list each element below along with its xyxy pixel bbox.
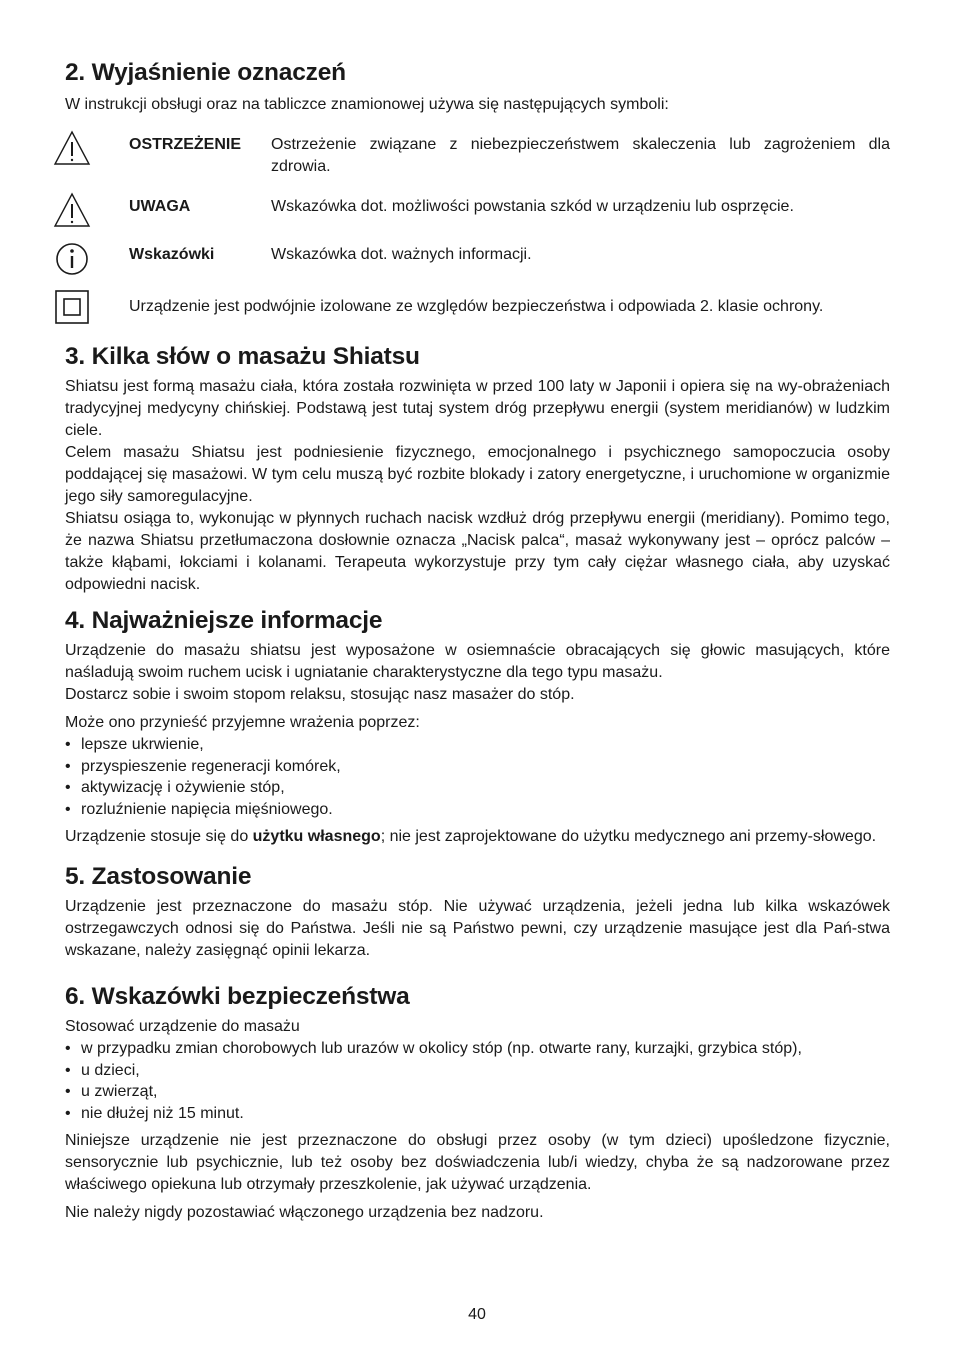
paragraph: Shiatsu jest formą masażu ciała, która została rozwinięta w przed 100 laty w Japonii i opiera się na wy-obrażeniach tradycyjnej medycyny chińskiej. Podstawą jest tutaj system dróg przepływu energii (system meridianów) w ludzkim ciele. — [65, 378, 890, 439]
symbol-description: Wskazówka dot. możliwości powstania szkód w urządzeniu lub osprzęcie. — [271, 198, 794, 215]
paragraph: Stosować urządzenie do masażu — [65, 1018, 300, 1035]
safety-list — [65, 1038, 890, 1124]
section-safety — [65, 982, 890, 1224]
symbol-description: Ostrzeżenie związane z niebezpieczeństwem skaleczenia lub zagrożeniem dla zdrowia. — [271, 136, 890, 175]
paragraph: Celem masażu Shiatsu jest podniesienie fizycznego, emocjonalnego i psychicznego samopoczucia osoby poddającej się masażowi. W tym celu muszą być rozbite blokady i zatory energetyczne, i uruchomione w organizmie jego siły samoregulacyjne. — [65, 444, 890, 505]
symbol-row-warning — [65, 130, 890, 192]
symbol-description: Urządzenie jest podwójnie izolowane ze względów bezpieczeństwa i odpowiada 2. klasie ochrony. — [129, 298, 824, 315]
list-item: • w przypadku zmian chorobowych lub urazów w okolicy stóp (np. otwarte rany, kurzajki, grzybica stóp), — [65, 1038, 890, 1060]
symbols-intro: W instrukcji obsługi oraz na tabliczce znamionowej używa się następujących symboli: — [65, 96, 669, 113]
symbol-term: Wskazówki — [129, 246, 215, 263]
paragraph: Nie należy nigdy pozostawiać włączonego urządzenia bez nadzoru. — [65, 1204, 544, 1221]
symbol-row-double-insulation — [65, 288, 890, 332]
symbol-row-info — [65, 240, 890, 288]
section-usage — [65, 862, 890, 962]
symbol-term: OSTRZEŻENIE — [129, 136, 242, 153]
paragraph — [65, 826, 890, 848]
list-item: • przyspieszenie regeneracji komórek, — [65, 756, 890, 778]
benefit-list — [65, 734, 890, 820]
section-heading: 5. Zastosowanie — [65, 863, 252, 890]
document-page — [65, 58, 890, 1224]
list-item: • u zwierząt, — [65, 1081, 890, 1103]
symbol-term: UWAGA — [129, 198, 191, 215]
text-run: Urządzenie stosuje się do — [65, 828, 253, 845]
symbol-row-caution — [65, 192, 890, 240]
emphasis: użytku własnego — [252, 828, 381, 845]
section-heading: 6. Wskazówki bezpieczeństwa — [65, 983, 410, 1010]
list-item: • aktywizację i ożywienie stóp, — [65, 777, 890, 799]
section-heading: 4. Najważniejsze informacje — [65, 607, 383, 634]
section-important-info — [65, 606, 890, 848]
paragraph: Niniejsze urządzenie nie jest przeznaczone do obsługi przez osoby (w tym dzieci) upośledzone fizycznie, sensorycznie lub psychicznie, lub też osoby bez doświadczenia lub/i wiedzy, chyba że są nadzorowane przez właściwego opiekuna lub otrzymały przeszkolenie, jak używać urządzenia. — [65, 1132, 890, 1193]
paragraph: Może ono przynieść przyjemne wrażenia poprzez: — [65, 714, 420, 731]
symbol-description: Wskazówka dot. ważnych informacji. — [271, 246, 532, 263]
section-heading: 3. Kilka słów o masażu Shiatsu — [65, 343, 420, 370]
section-symbols — [65, 58, 890, 332]
list-item: • u dzieci, — [65, 1060, 890, 1082]
list-item: • nie dłużej niż 15 minut. — [65, 1103, 890, 1125]
paragraph: Urządzenie do masażu shiatsu jest wyposażone w osiemnaście obracających się głowic masujących, które naśladują swoim ruchem ucisk i ugniatanie charakterystyczne dla tego typu masażu. — [65, 642, 890, 681]
section-shiatsu — [65, 342, 890, 596]
section-heading: 2. Wyjaśnienie oznaczeń — [65, 59, 346, 86]
paragraph: Dostarcz sobie i swoim stopom relaksu, stosując nasz masażer do stóp. — [65, 686, 575, 703]
list-item: • lepsze ukrwienie, — [65, 734, 890, 756]
list-item: • rozluźnienie napięcia mięśniowego. — [65, 799, 890, 821]
warning-triangle-icon — [53, 192, 91, 230]
paragraph: Shiatsu osiąga to, wykonując w płynnych ruchach nacisk wzdłuż dróg przepływu energii (meridiany). Pomimo tego, że nazwa Shiatsu przetłumaczona dosłownie oznacza „Nacisk palca“, masaż wykonywany jest – oprócz palców – także kłąbami, łokciami i kolanami. Terapeuta wykorzystuje przy tym cały ciężar własnego ciała, aby uzyskać odpowiedni nacisk. — [65, 510, 890, 593]
symbol-list — [65, 130, 890, 332]
text-run: ; nie jest zaprojektowane do użytku medycznego ani przemy-słowego. — [380, 828, 877, 845]
info-icon — [53, 240, 91, 278]
paragraph: Urządzenie jest przeznaczone do masażu stóp. Nie używać urządzenia, jeżeli jedna lub kilka wskazówek ostrzegawczych odnosi się do Państwa. Jeśli nie są Państwo pewni, czy urządzenie masujące jest dla Pań-stwa wskazane, należy zasięgnąć opinii lekarza. — [65, 898, 890, 959]
warning-triangle-icon — [53, 130, 91, 168]
double-insulation-icon — [53, 288, 91, 326]
page-number: 40 — [468, 1306, 486, 1323]
